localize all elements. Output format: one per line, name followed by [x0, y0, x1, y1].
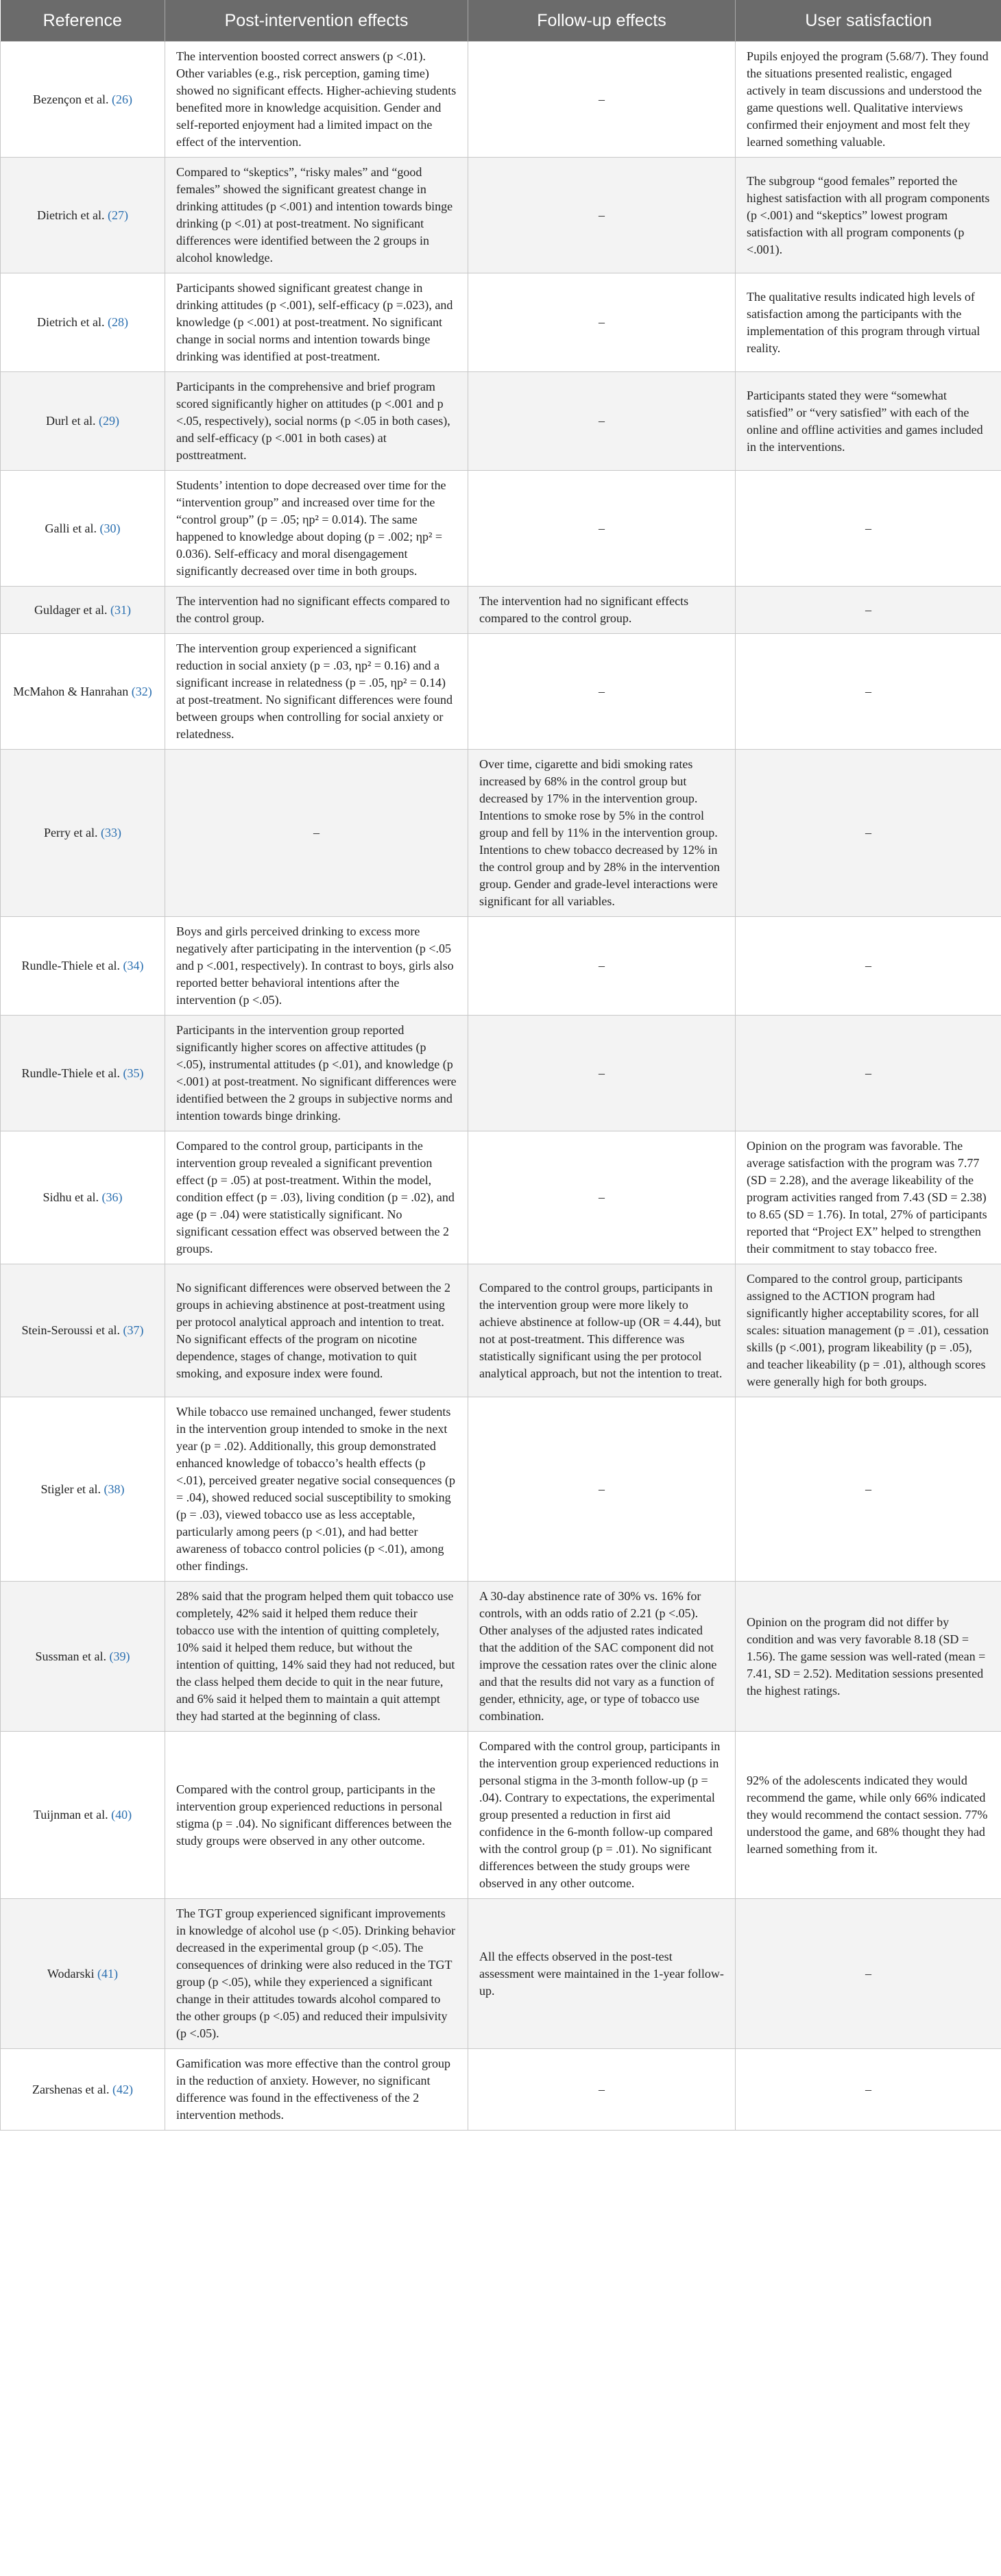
follow-up-cell: Compared with the control group, participants in the intervention group experienced reductions in personal stigma in the 3-month follow-up (p = .04). Contrary to expectations, the experimental group presented a reduction in first aid confidence in the 6-month follow-up compared with the control group (p = .01). No significant differences between the study groups were observed in any other outcome. [468, 1732, 736, 1899]
reference-author: Wodarski [47, 1966, 95, 1980]
user-satisfaction-cell: The subgroup “good females” reported the highest satisfaction with all program components (p <.001) and “skeptics” lowest program satisfaction with all program components (p <.001). [736, 158, 1001, 273]
table-row [1, 158, 1001, 273]
reference-author: Sidhu et al. [43, 1190, 99, 1204]
citation-link[interactable]: (32) [131, 684, 152, 698]
follow-up-cell: – [468, 1131, 736, 1264]
user-satisfaction-cell: – [736, 587, 1001, 634]
post-intervention-cell: The intervention had no significant effects compared to the control group. [165, 587, 468, 634]
table-row [1, 917, 1001, 1016]
follow-up-cell: Over time, cigarette and bidi smoking rates increased by 68% in the control group but decreased by 17% in the intervention group. Intentions to smoke rose by 5% in the control group and fell by 11% in the intervention group. Intentions to chew tobacco decreased by 12% in the control group and by 28% in the intervention group. Gender and grade-level interactions were significant for all variables. [468, 750, 736, 917]
table-row [1, 1899, 1001, 2049]
post-intervention-cell: The TGT group experienced significant improvements in knowledge of alcohol use (p <.05). Drinking behavior decreased in the experimental group (p <.05). The consequences of drinking were also reduced in the TGT group (p <.05), while they experienced a significant change in their attitudes towards alcohol compared to the other groups (p <.05) and reduced their impulsivity (p <.05). [165, 1899, 468, 2049]
reference-cell [1, 917, 165, 1016]
citation-link[interactable]: (26) [111, 92, 132, 106]
reference-cell [1, 1016, 165, 1131]
user-satisfaction-cell: Opinion on the program was favorable. The average satisfaction with the program was 7.77 (SD = 2.28), and the average likeability of the program activities ranged from 7.43 (SD = 2.38) to 8.65 (SD = 1.76). In total, 27% of participants reported that “Project EX” helped to strengthen their commitment to stay tobacco free. [736, 1131, 1001, 1264]
user-satisfaction-cell: Participants stated they were “somewhat satisfied” or “very satisfied” with each of the online and offline activities and games included in the interventions. [736, 372, 1001, 471]
follow-up-cell: – [468, 158, 736, 273]
post-intervention-cell: Compared to the control group, participants in the intervention group revealed a significant prevention effect (p = .05) at post-treatment. Within the model, condition effect (p = .03), living condition (p = .02), and age (p = .04) were statistically significant. No significant cessation effect was observed between the 2 groups. [165, 1131, 468, 1264]
reference-cell [1, 587, 165, 634]
follow-up-cell: – [468, 2049, 736, 2131]
user-satisfaction-cell: Pupils enjoyed the program (5.68/7). They found the situations presented realistic, engaged actively in team discussions and understood the game questions well. Qualitative interviews confirmed their enjoyment and most felt they learned something valuable. [736, 42, 1001, 158]
table-row [1, 750, 1001, 917]
citation-link[interactable]: (41) [97, 1966, 119, 1980]
header-user-satisfaction: User satisfaction [736, 0, 1001, 42]
table-row [1, 2049, 1001, 2131]
user-satisfaction-cell: – [736, 471, 1001, 587]
user-satisfaction-cell: Opinion on the program did not differ by condition and was very favorable 8.18 (SD = 1.56). The game session was well-rated (mean = 7.41, SD = 2.52). Meditation sessions presented the highest ratings. [736, 1582, 1001, 1732]
user-satisfaction-cell: – [736, 2049, 1001, 2131]
citation-link[interactable]: (34) [123, 959, 144, 972]
post-intervention-cell: No significant differences were observed between the 2 groups in achieving abstinence at post-treatment using per protocol analytical approach and intention to treat. No significant effects of the program on nicotine dependence, stages of change, motivation to quit smoking, and exposure index were found. [165, 1264, 468, 1397]
reference-author: Tuijnman et al. [33, 1808, 108, 1821]
reference-author: Durl et al. [46, 414, 96, 428]
post-intervention-cell: Participants showed significant greatest change in drinking attitudes (p <.001), self-efficacy (p =.023), and knowledge (p <.001) at post-treatment. No significant change in social norms and intention towards binge drinking was identified at post-treatment. [165, 273, 468, 372]
post-intervention-cell: The intervention group experienced a significant reduction in social anxiety (p = .03, ηp² = 0.16) and a significant increase in relatedness (p = .05, ηp² = 0.14) at post-treatment. No significant differences were found between groups when controlling for social anxiety or relatedness. [165, 634, 468, 750]
post-intervention-cell: Compared to “skeptics”, “risky males” and “good females” showed the significant greatest change in drinking attitudes (p <.001) and intention towards binge drinking (p <.01) at post-treatment. No significant differences were identified between the 2 groups in alcohol knowledge. [165, 158, 468, 273]
follow-up-cell: – [468, 273, 736, 372]
user-satisfaction-cell: – [736, 1397, 1001, 1582]
follow-up-cell: – [468, 634, 736, 750]
citation-link[interactable]: (36) [101, 1190, 123, 1204]
reference-author: Dietrich et al. [37, 315, 105, 329]
citation-link[interactable]: (31) [110, 602, 131, 617]
table-row [1, 273, 1001, 372]
post-intervention-cell: 28% said that the program helped them quit tobacco use completely, 42% said it helped them reduce their tobacco use with the intention of quitting completely, 10% said it helped them reduce, but without the intention of quitting, 14% said they had not reduced, but the class helped them decide to quit in the near future, and 6% said it helped them to maintain a quit attempt they had started at the beginning of class. [165, 1582, 468, 1732]
follow-up-cell: – [468, 42, 736, 158]
reference-author: McMahon & Hanrahan [13, 684, 129, 698]
post-intervention-cell: Students’ intention to dope decreased over time for the “intervention group” and increased over time for the “control group” (p = .05; ηp² = 0.014). The same happened to knowledge about doping (p = .002; ηp² = 0.036). Self-efficacy and moral disengagement significantly decreased over time in both groups. [165, 471, 468, 587]
reference-author: Perry et al. [44, 826, 98, 839]
user-satisfaction-cell: Compared to the control group, participants assigned to the ACTION program had significantly higher acceptability scores, for all scales: situation management (p = .01), cessation skills (p <.001), program likeability (p = .05), and teacher likeability (p = .01), although scores were generally high for both groups. [736, 1264, 1001, 1397]
post-intervention-cell: Boys and girls perceived drinking to excess more negatively after participating in the intervention (p <.05 and p <.001, respectively). In contrast to boys, girls also reported better behavioral intentions after the intervention (p <.05). [165, 917, 468, 1016]
citation-link[interactable]: (27) [107, 208, 128, 222]
reference-author: Zarshenas et al. [32, 2082, 110, 2096]
reference-author: Dietrich et al. [37, 208, 105, 222]
citation-link[interactable]: (42) [112, 2082, 133, 2096]
table-body [1, 42, 1001, 2131]
post-intervention-cell: Participants in the intervention group reported significantly higher scores on affective attitudes (p <.05), instrumental attitudes (p <.01), and knowledge (p <.001) at post-treatment. No significant differences were identified between the 2 groups in subjective norms and intention towards binge drinking. [165, 1016, 468, 1131]
table-row [1, 587, 1001, 634]
reference-cell [1, 750, 165, 917]
follow-up-cell: – [468, 917, 736, 1016]
post-intervention-cell: Compared with the control group, participants in the intervention group experienced reductions in personal stigma (p = .04). No significant differences between the study groups were observed in any other outcome. [165, 1732, 468, 1899]
follow-up-cell: All the effects observed in the post-test assessment were maintained in the 1-year follow-up. [468, 1899, 736, 2049]
reference-cell [1, 372, 165, 471]
follow-up-cell: – [468, 1397, 736, 1582]
reference-cell [1, 1131, 165, 1264]
follow-up-cell: The intervention had no significant effects compared to the control group. [468, 587, 736, 634]
table-header-row [1, 0, 1001, 42]
user-satisfaction-cell: – [736, 750, 1001, 917]
citation-link[interactable]: (37) [123, 1323, 144, 1337]
reference-author: Rundle-Thiele et al. [21, 1066, 120, 1080]
reference-cell [1, 1264, 165, 1397]
user-satisfaction-cell: – [736, 634, 1001, 750]
follow-up-cell: – [468, 1016, 736, 1131]
citation-link[interactable]: (38) [104, 1482, 125, 1496]
reference-author: Stein-Seroussi et al. [21, 1323, 120, 1337]
reference-cell [1, 1732, 165, 1899]
user-satisfaction-cell: 92% of the adolescents indicated they would recommend the game, while only 66% indicated they would recommend the contact session. 77% understood the game, and 68% thought they had learned something from it. [736, 1732, 1001, 1899]
citation-link[interactable]: (30) [99, 521, 121, 535]
post-intervention-cell: Participants in the comprehensive and brief program scored significantly higher on attitudes (p <.001 and p <.05, respectively), social norms (p <.05 in both cases), and self-efficacy (p <.001 in both cases) at posttreatment. [165, 372, 468, 471]
user-satisfaction-cell: The qualitative results indicated high levels of satisfaction among the participants with the implementation of this program through virtual reality. [736, 273, 1001, 372]
reference-author: Bezençon et al. [33, 92, 109, 106]
follow-up-cell: Compared to the control groups, participants in the intervention group were more likely to achieve abstinence at follow-up (OR = 4.44), but not at post-treatment. This difference was statistically significant using the per protocol analytical approach, but not the intention to treat. [468, 1264, 736, 1397]
reference-author: Sussman et al. [35, 1649, 106, 1663]
user-satisfaction-cell: – [736, 917, 1001, 1016]
header-post-intervention: Post-intervention effects [165, 0, 468, 42]
user-satisfaction-cell: – [736, 1899, 1001, 2049]
reference-cell [1, 42, 165, 158]
citation-link[interactable]: (29) [98, 414, 119, 428]
table-row [1, 1131, 1001, 1264]
reference-cell [1, 1582, 165, 1732]
table-row [1, 634, 1001, 750]
table-row [1, 471, 1001, 587]
table-row [1, 1582, 1001, 1732]
reference-cell [1, 273, 165, 372]
reference-author: Galli et al. [45, 521, 97, 535]
follow-up-cell: – [468, 372, 736, 471]
reference-cell [1, 158, 165, 273]
reference-cell [1, 2049, 165, 2131]
post-intervention-cell: While tobacco use remained unchanged, fewer students in the intervention group intended to smoke in the next year (p = .02). Additionally, this group demonstrated enhanced knowledge of tobacco’s health effects (p <.01), perceived greater negative social consequences (p = .04), showed reduced social susceptibility to smoking (p = .03), viewed tobacco use as less acceptable, particularly among peers (p <.01), and had better awareness of tobacco control policies (p <.01), among other findings. [165, 1397, 468, 1582]
table-row [1, 372, 1001, 471]
reference-author: Rundle-Thiele et al. [21, 959, 120, 972]
header-follow-up: Follow-up effects [468, 0, 736, 42]
post-intervention-cell: The intervention boosted correct answers (p <.01). Other variables (e.g., risk perception, gaming time) showed no significant effects. Higher-achieving students benefited more in knowledge acquisition. Gender and self-reported enjoyment had a limited impact on the effect of the intervention. [165, 42, 468, 158]
reference-cell [1, 471, 165, 587]
table-row [1, 1732, 1001, 1899]
user-satisfaction-cell: – [736, 1016, 1001, 1131]
reference-author: Guldager et al. [34, 602, 108, 617]
reference-cell [1, 1899, 165, 2049]
citation-link[interactable]: (35) [123, 1066, 144, 1080]
table-row [1, 1397, 1001, 1582]
follow-up-cell: – [468, 471, 736, 587]
post-intervention-cell: Gamification was more effective than the control group in the reduction of anxiety. However, no significant difference was found in the effectiveness of the 2 intervention methods. [165, 2049, 468, 2131]
citation-link[interactable]: (40) [111, 1808, 132, 1821]
citation-link[interactable]: (39) [109, 1649, 130, 1663]
reference-cell [1, 634, 165, 750]
citation-link[interactable]: (28) [107, 315, 128, 329]
citation-link[interactable]: (33) [100, 826, 121, 839]
table-row [1, 1264, 1001, 1397]
post-intervention-cell: – [165, 750, 468, 917]
table-row [1, 42, 1001, 158]
header-reference: Reference [1, 0, 165, 42]
reference-author: Stigler et al. [40, 1482, 101, 1496]
follow-up-cell: A 30-day abstinence rate of 30% vs. 16% for controls, with an odds ratio of 2.21 (p <.05). Other analyses of the adjusted rates indicated that the addition of the SAC component did not improve the cessation rates over the clinic alone and that the results did not vary as a function of gender, ethnicity, age, or type of tobacco use combination. [468, 1582, 736, 1732]
reference-cell [1, 1397, 165, 1582]
table-row [1, 1016, 1001, 1131]
